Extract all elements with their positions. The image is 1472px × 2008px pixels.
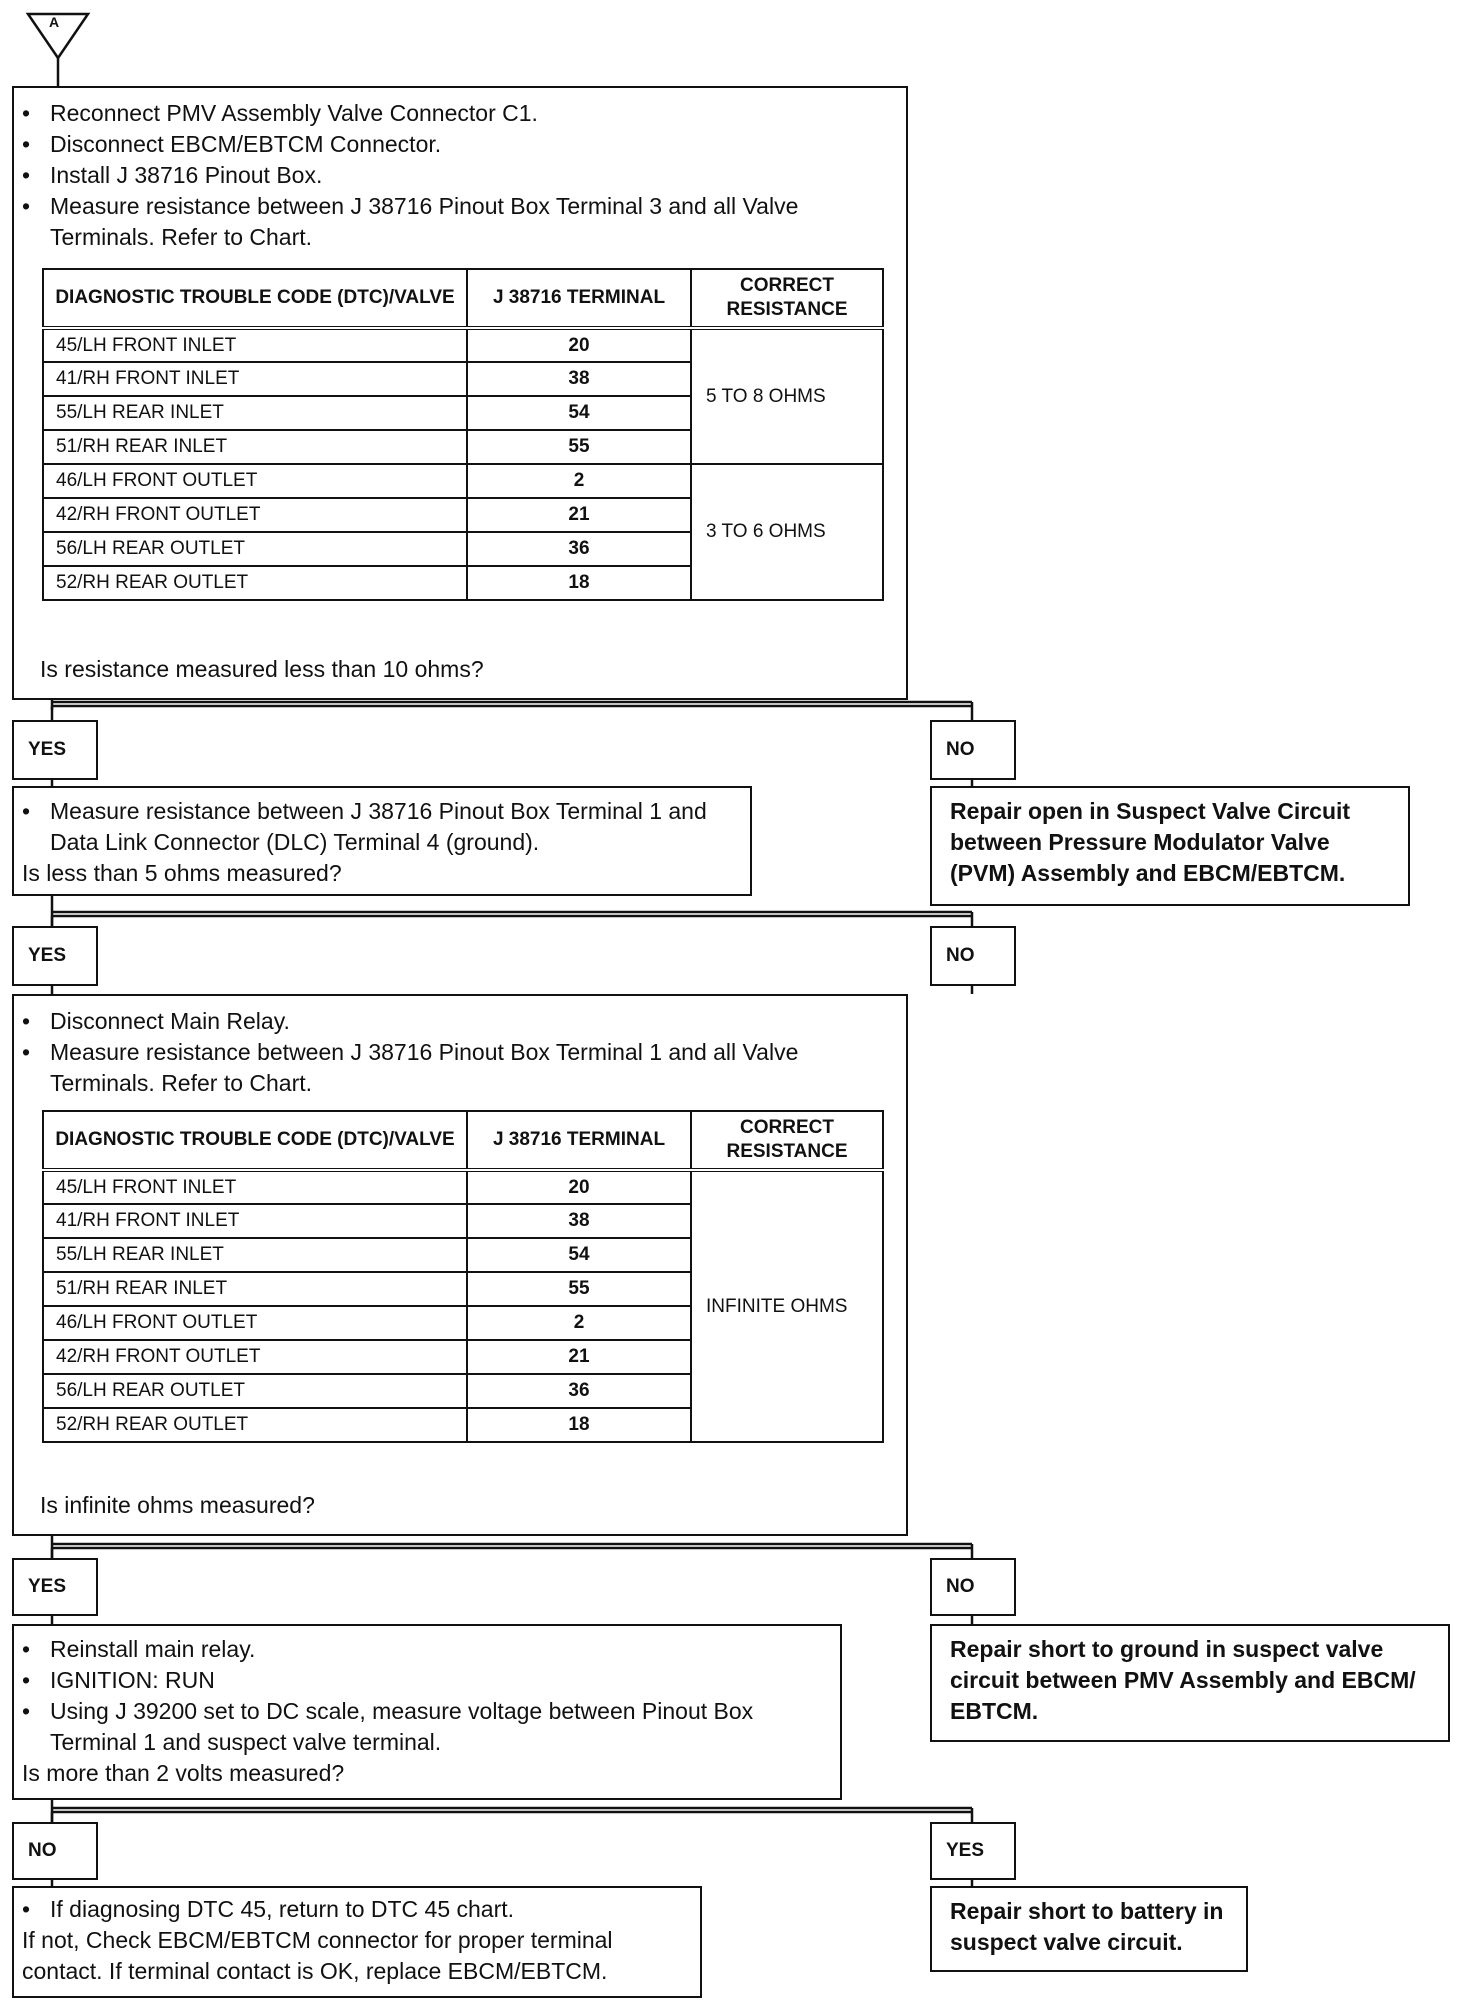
cell-terminal: 2 [467,1306,691,1340]
cell-valve: 56/LH REAR OUTLET [43,1374,467,1408]
table-header: CORRECT RESISTANCE [691,269,883,328]
final-no-box [12,1886,702,1998]
final-yes-text: Repair short to battery in suspect valve circuit. [950,1898,1224,1955]
step1-bullet-4: • Measure resistance between J 38716 Pinout Box Terminal 3 and all Valve Terminals. Refer to Chart. [14,191,906,253]
cell-terminal: 21 [467,1340,691,1374]
step3-question: Is infinite ohms measured? [40,1492,315,1518]
table-header: J 38716 TERMINAL [467,269,691,328]
cell-terminal: 20 [467,328,691,362]
table-row [43,464,883,498]
step1-bullet-2: • Disconnect EBCM/EBTCM Connector. [14,129,906,160]
step1-bullet-3: • Install J 38716 Pinout Box. [14,160,906,191]
step3-resistance-table [42,1110,884,1443]
step1-bullet-1: • Reconnect PMV Assembly Valve Connector C1. [14,98,906,129]
cell-valve: 51/RH REAR INLET [43,1272,467,1306]
step3-bullet-1: • Disconnect Main Relay. [14,1006,906,1037]
final-no-bullet: • If diagnosing DTC 45, return to DTC 45 chart. [14,1894,690,1925]
table-row [43,1170,883,1204]
cell-terminal: 54 [467,396,691,430]
cell-terminal: 36 [467,532,691,566]
result-no3-box [930,1624,1450,1742]
branch1-yes-label: YES [12,720,98,780]
cell-terminal: 54 [467,1238,691,1272]
table-row [43,328,883,362]
cell-valve: 56/LH REAR OUTLET [43,532,467,566]
branch3-yes-label: YES [12,1558,98,1616]
branch4-no-label: NO [12,1822,98,1880]
cell-terminal: 21 [467,498,691,532]
step4-bullet-3: • Using J 39200 set to DC scale, measure voltage between Pinout Box Terminal 1 and suspect valve terminal. [14,1696,840,1758]
table-header: J 38716 TERMINAL [467,1111,691,1170]
step4-box [12,1624,842,1800]
cell-valve: 41/RH FRONT INLET [43,1204,467,1238]
step2-bullet-1: • Measure resistance between J 38716 Pinout Box Terminal 1 and Data Link Connector (DLC) Terminal 4 (ground). [14,796,750,858]
cell-valve: 55/LH REAR INLET [43,1238,467,1272]
step2-question: Is less than 5 ohms measured? [22,860,342,886]
cell-resistance: INFINITE OHMS [691,1170,883,1442]
branch3-no-label: NO [930,1558,1016,1616]
result-no1-text: Repair open in Suspect Valve Circuit between Pressure Modulator Valve (PVM) Assembly and EBCM/EBTCM. [950,798,1351,886]
cell-valve: 46/LH FRONT OUTLET [43,1306,467,1340]
cell-valve: 51/RH REAR INLET [43,430,467,464]
table-header: CORRECT RESISTANCE [691,1111,883,1170]
cell-valve: 45/LH FRONT INLET [43,328,467,362]
table-header: DIAGNOSTIC TROUBLE CODE (DTC)/VALVE [43,269,467,328]
branch1-no-label: NO [930,720,1016,780]
cell-resistance: 3 TO 6 OHMS [691,464,883,600]
cell-terminal: 55 [467,430,691,464]
step1-resistance-table [42,268,884,601]
cell-terminal: 18 [467,566,691,600]
cell-terminal: 38 [467,362,691,396]
cell-resistance: 5 TO 8 OHMS [691,328,883,464]
cell-valve: 41/RH FRONT INLET [43,362,467,396]
start-connector-label: A [49,14,60,30]
cell-terminal: 2 [467,464,691,498]
cell-valve: 45/LH FRONT INLET [43,1170,467,1204]
cell-valve: 42/RH FRONT OUTLET [43,1340,467,1374]
cell-valve: 42/RH FRONT OUTLET [43,498,467,532]
branch4-yes-label: YES [930,1822,1016,1880]
step3-bullet-2: • Measure resistance between J 38716 Pinout Box Terminal 1 and all Valve Terminals. Refer to Chart. [14,1037,906,1099]
step4-question: Is more than 2 volts measured? [22,1760,345,1786]
branch2-yes-label: YES [12,926,98,986]
branch2-no-label: NO [930,926,1016,986]
cell-valve: 55/LH REAR INLET [43,396,467,430]
final-no-text: If not, Check EBCM/EBTCM connector for proper terminal contact. If terminal contact is OK, replace EBCM/EBTCM. [22,1927,613,1984]
step4-bullet-1: • Reinstall main relay. [14,1634,840,1665]
cell-terminal: 20 [467,1170,691,1204]
step4-bullet-2: • IGNITION: RUN [14,1665,840,1696]
cell-valve: 46/LH FRONT OUTLET [43,464,467,498]
final-yes-box [930,1886,1248,1972]
table-header: DIAGNOSTIC TROUBLE CODE (DTC)/VALVE [43,1111,467,1170]
cell-terminal: 38 [467,1204,691,1238]
cell-terminal: 18 [467,1408,691,1442]
step1-question: Is resistance measured less than 10 ohms? [40,656,484,682]
result-no3-text: Repair short to ground in suspect valve circuit between PMV Assembly and EBCM/ EBTCM. [950,1636,1416,1724]
cell-valve: 52/RH REAR OUTLET [43,1408,467,1442]
result-no1-box [930,786,1410,906]
cell-terminal: 36 [467,1374,691,1408]
cell-terminal: 55 [467,1272,691,1306]
cell-valve: 52/RH REAR OUTLET [43,566,467,600]
step2-box [12,786,752,896]
